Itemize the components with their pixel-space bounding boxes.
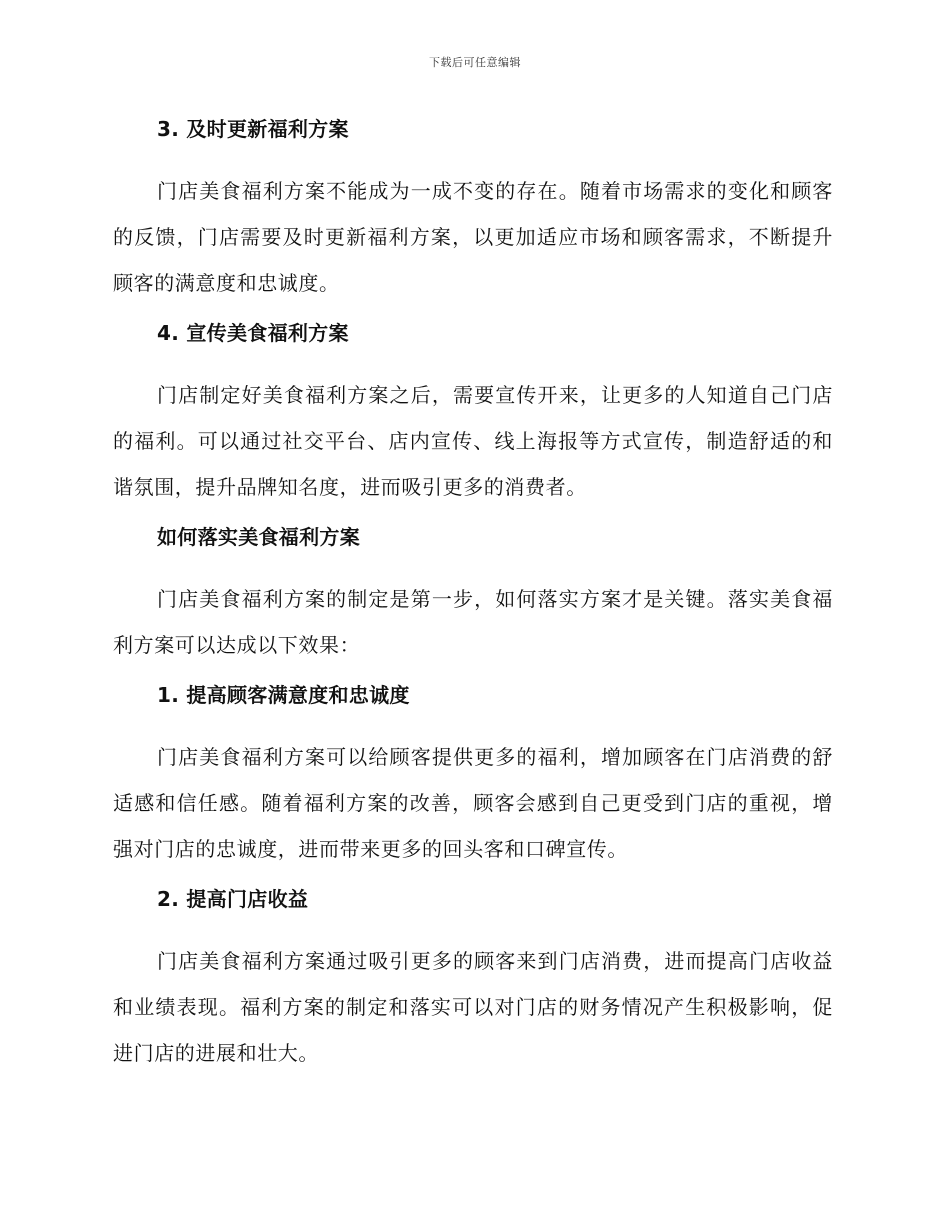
section-paragraph: 门店美食福利方案通过吸引更多的顾客来到门店消费，进而提高门店收益和业绩表现。福利方案的制定和落实可以对门店的财务情况产生积极影响，促进门店的进展和壮大。 (113, 949, 833, 1065)
section-heading: 3. 及时更新福利方案 (157, 117, 349, 141)
section-paragraph: 门店美食福利方案的制定是第一步，如何落实方案才是关键。落实美食福利方案可以达成以下效果： (113, 587, 833, 657)
section-paragraph: 门店美食福利方案不能成为一成不变的存在。随着市场需求的变化和顾客的反馈，门店需要及时更新福利方案，以更加适应市场和顾客需求，不断提升顾客的满意度和忠诚度。 (113, 179, 833, 295)
page-header-note: 下载后可任意编辑 (429, 56, 521, 69)
section-paragraph: 门店美食福利方案可以给顾客提供更多的福利，增加顾客在门店消费的舒适感和信任感。随着福利方案的改善，顾客会感到自己更受到门店的重视，增强对门店的忠诚度，进而带来更多的回头客和口碑宣传。 (113, 745, 833, 861)
section-heading: 1. 提高顾客满意度和忠诚度 (157, 683, 410, 707)
section-heading: 如何落实美食福利方案 (157, 525, 360, 549)
document-body (113, 112, 833, 1086)
section-heading: 4. 宣传美食福利方案 (157, 321, 349, 345)
section-paragraph: 门店制定好美食福利方案之后，需要宣传开来，让更多的人知道自己门店的福利。可以通过社交平台、店内宣传、线上海报等方式宣传，制造舒适的和谐氛围，提升品牌知名度，进而吸引更多的消费者。 (113, 383, 833, 499)
section-heading: 2. 提高门店收益 (157, 887, 309, 911)
